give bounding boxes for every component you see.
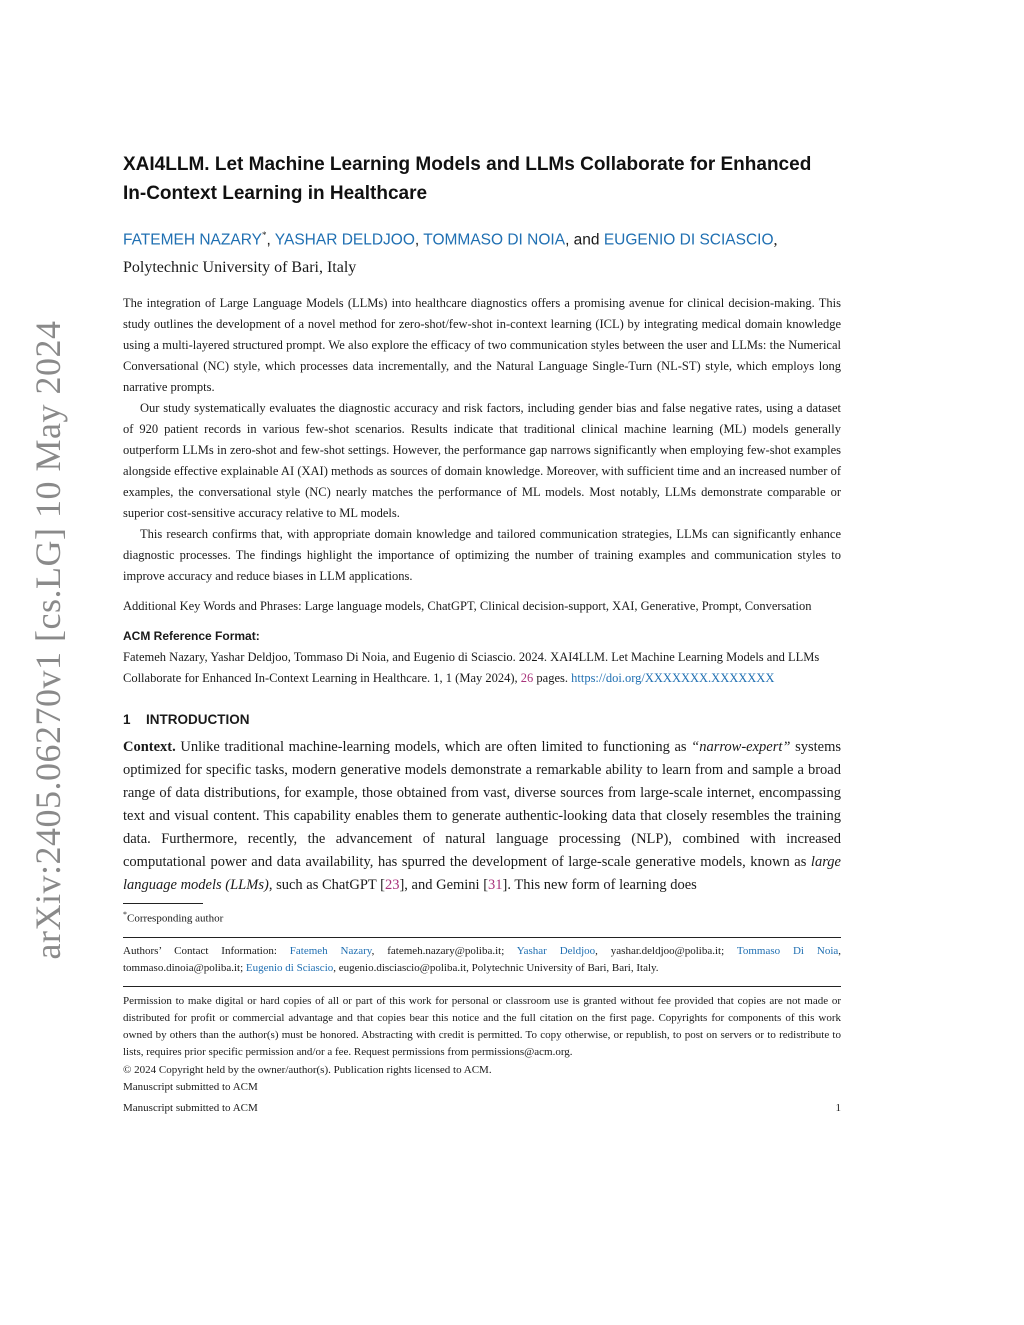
contact-link-deldjoo[interactable]: Yashar Deldjoo [516,944,596,957]
section-heading [123,709,841,731]
section-title: INTRODUCTION [146,712,250,728]
author-contact-info: Authors’ Contact Information: Fatemeh Nazary, fatemeh.nazary@poliba.it; Yashar Deldjoo, yashar.deldjoo@poliba.it; Tommaso Di Noia, tommaso.dinoia@poliba.it; Eugenio di Sciascio, eugenio.disciascio@poliba.it, Polytechnic University of Bari, Bari, Italy. [123,944,842,974]
doi-link[interactable]: https://doi.org/XXXXXXX.XXXXXXX [571,671,775,686]
citation-link-23[interactable]: 23 [384,877,400,894]
acm-reference-text: Fatemeh Nazary, Yashar Deldjoo, Tommaso Di Noia, and Eugenio di Sciascio. 2024. XAI4LLM. Let Machine Learning Models and LLMs Collaborate for Enhanced In-Context Learning in Healthcare. 1, 1 (May 2024), 26 pages. https://doi.org/XXXXXXX.XXXXXXX [123,650,820,686]
acm-reference-heading: ACM Reference Format: [123,629,260,644]
keywords: Additional Key Words and Phrases: Large language models, ChatGPT, Clinical decision-support, XAI, Generative, Prompt, Conversation [123,599,812,614]
copyright-notice: © 2024 Copyright held by the owner/author(s). Publication rights licensed to ACM. [123,1063,492,1076]
section-number: 1 [123,712,131,728]
title-line-1: XAI4LLM. Let Machine Learning Models and LLMs Collaborate for Enhanced [123,154,812,175]
author-link-deldjoo[interactable]: YASHAR DELDJOO [274,231,415,249]
contact-link-di-noia[interactable]: Tommaso Di Noia [736,944,839,957]
permission-notice: Permission to make digital or hard copies of all or part of this work for personal or classroom use is granted without fee provided that copies are not made or distributed for profit or commercial advantage and that copies bear this notice and the full citation on the first page. Copyrights for components of this work owned by others than the author(s) must be honored. Abstracting with credit is permitted. To copy otherwise, or republish, to post on servers or to redistribute to lists, requires prior specific permission and/or a fee. Request permissions from permissions@acm.org. [123,994,841,1058]
permission-divider [123,986,841,987]
footer-manuscript: Manuscript submitted to ACM [123,1102,258,1114]
narrow-expert-emphasis: “narrow-expert” [691,739,791,756]
manuscript-note: Manuscript submitted to ACM [123,1080,258,1093]
arxiv-stamp: arXiv:2405.06270v1 [cs.LG] 10 May 2024 [28,320,68,960]
contact-divider [123,937,841,938]
abstract-paragraph-2: Our study systematically evaluates the diagnostic accuracy and risk factors, including gender bias and false negative rates, using a dataset of 920 patient records in various few-shot scenarios. Results indicate that traditional clinical machine learning (ML) models generally outperform LLMs in zero-shot and few-shot settings. However, the performance gap narrows significantly when employing few-shot examples alongside effective explainable AI (XAI) methods as sources of domain knowledge. Moreover, with sufficient time and an increased number of examples, the conversational style (NC) nearly matches the performance of ML models. Most notably, LLMs demonstrate comparable or superior cost-sensitive accuracy relative to ML models. [123,401,841,521]
context-label: Context. [123,739,176,756]
citation-link-31[interactable]: 31 [488,877,503,894]
page-count-link[interactable]: 26 [520,671,534,686]
corresponding-mark: * [261,230,267,240]
abstract-paragraph-1: The integration of Large Language Models (LLMs) into healthcare diagnostics offers a promising avenue for clinical decision-making. This study outlines the development of a novel method for zero-shot/few-shot in-context learning (ICL) by integrating medical domain knowledge using a multi-layered structured prompt. We also explore the efficacy of two communication styles between the user and LLMs: the Numerical Conversational (NC) style, which processes data incrementally, and the Natural Language Single-Turn (NL-ST) style, which employs long narrative prompts. [123,296,841,395]
author-link-di-sciascio[interactable]: EUGENIO DI SCIASCIO [603,231,774,249]
intro-paragraph: Context. Unlike traditional machine-learning models, which are often limited to functioning as “narrow-expert” systems optimized for specific tasks, modern generative models demonstrate a remarkable ability to learn from and sample a broad range of data distributions, for example, those obtained from vast, diverse sources from large-scale internet, encompassing text and visual content. This capability enables them to generate authentic-looking data that closely resembles the training data. Furthermore, recently, the advancement of natural language processing (NLP), combined with increased computational power and data availability, has spurred the development of large-scale generative models, known as large language models (LLMs), such as ChatGPT [23], and Gemini [31]. This new form of learning does [123,739,841,894]
footnote-divider [123,903,203,904]
contact-link-di-sciascio[interactable]: Eugenio di Sciascio [245,961,334,974]
paper-page [123,150,841,1096]
abstract-paragraph-3: This research confirms that, with appropriate domain knowledge and tailored communication strategies, LLMs can significantly enhance diagnostic processes. The findings highlight the importance of optimizing the number of training examples and communication styles to improve accuracy and reduce biases in LLM applications. [123,527,841,584]
llm-emphasis: large language models (LLMs) [123,854,841,894]
title-line-2: In-Context Learning in Healthcare [123,183,428,204]
page-footer [123,1100,841,1117]
contact-link-nazary[interactable]: Fatemeh Nazary [289,944,372,957]
affiliation: , Polytechnic University of Bari, Italy [123,231,778,277]
footnote: *Corresponding author [123,910,224,925]
paper-title [123,150,841,208]
author-list: FATEMEH NAZARY*, YASHAR DELDJOO, TOMMASO DI NOIA, and EUGENIO DI SCIASCIO, Polytechnic University of Bari, Italy [123,230,778,277]
abstract [123,293,841,587]
author-link-nazary[interactable]: FATEMEH NAZARY [123,231,262,249]
page-number: 1 [835,1102,841,1114]
author-link-di-noia[interactable]: TOMMASO DI NOIA [423,231,566,249]
